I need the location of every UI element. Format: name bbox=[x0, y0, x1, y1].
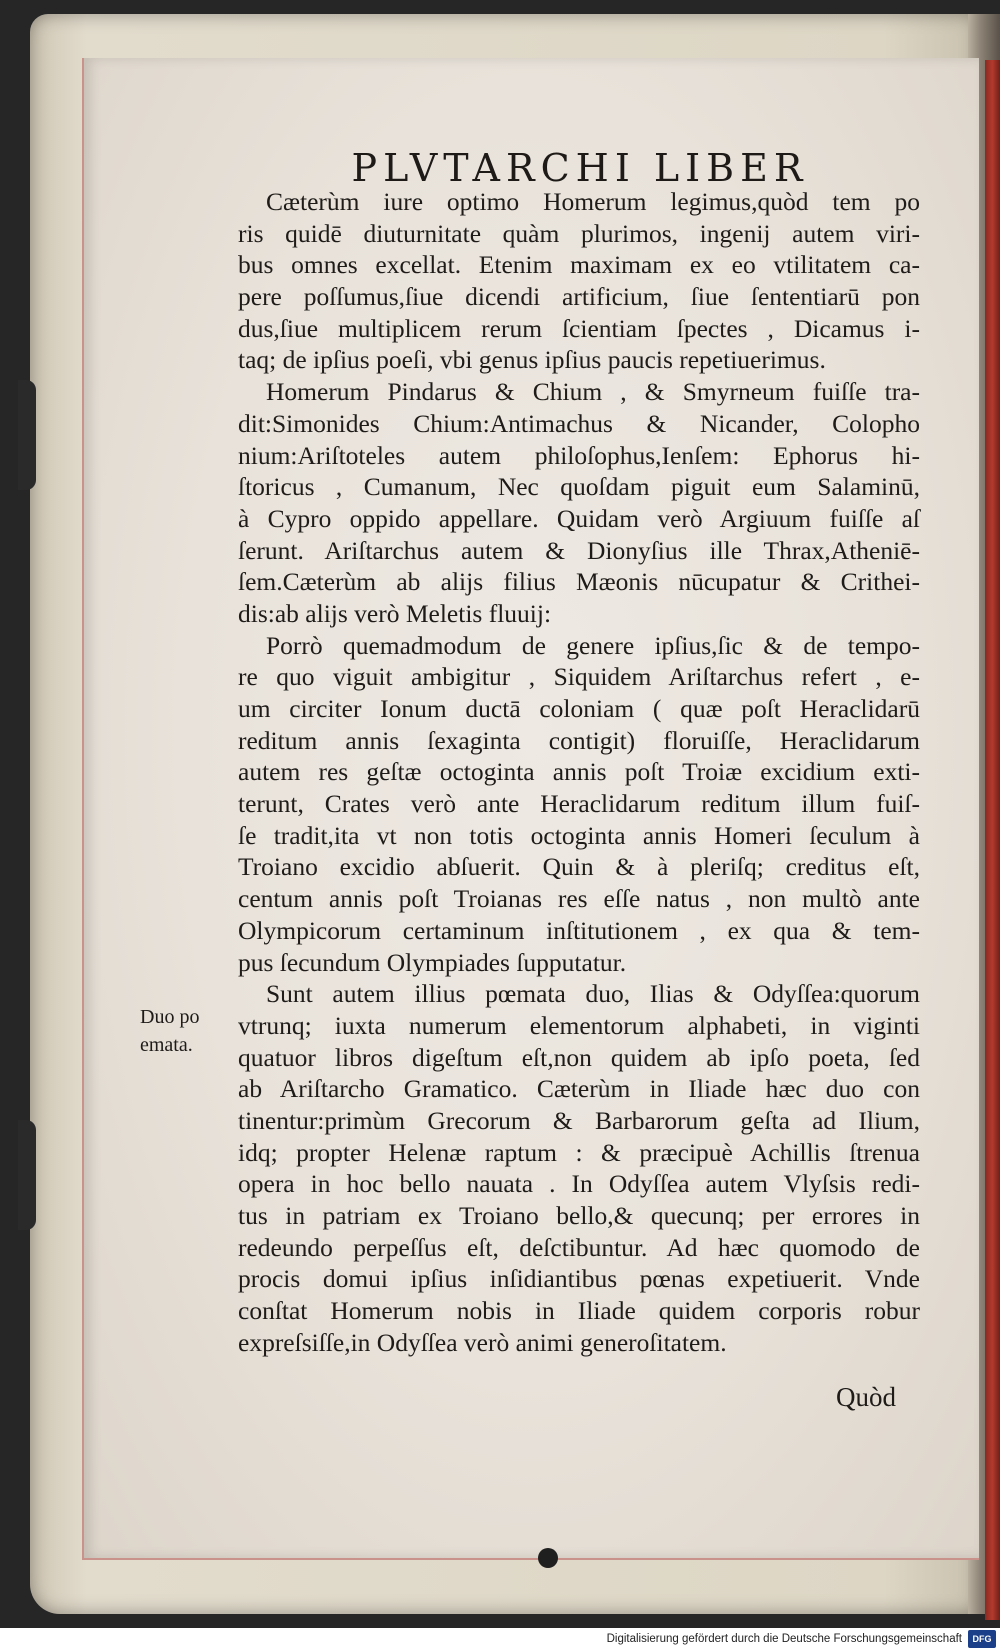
text-line: reditum annis ſexaginta contigit) floruiſſe, Heraclidarum bbox=[238, 725, 920, 755]
text-line: re quo viguit ambigitur , Siquidem Ariſtarchus refert , e- bbox=[238, 662, 920, 692]
text-line: dit:Simonides Chium:Antimachus & Nicander, Colopho bbox=[238, 408, 920, 438]
text-line: à Cypro oppido appellare. Quidam verò Argiuum fuiſſe aſ bbox=[238, 503, 920, 533]
text-line: Sunt autem illius pœmata duo, Ilias & Odyſſea:quorum bbox=[266, 979, 920, 1009]
catchword: Quòd bbox=[836, 1382, 896, 1412]
margin-note-line: emata. bbox=[140, 1034, 193, 1056]
text-line: ſe tradit,ita vt non totis octoginta annis Homeri ſeculum à bbox=[238, 820, 920, 850]
text-line: autem res geſtæ octoginta annis poſt Troiæ excidium exti- bbox=[238, 757, 920, 787]
footer-bar bbox=[0, 1628, 1000, 1652]
text-line: quatuor libros digeſtum eſt,non quidem ab ipſo poeta, ſed bbox=[238, 1042, 920, 1072]
text-line: ſem.Cæterùm ab alijs filius Mæonis nūcupatur & Crithei- bbox=[238, 567, 920, 597]
text-line: ſtoricus , Cumanum, Nec quoſdam piguit eum Salaminū, bbox=[238, 472, 920, 502]
text-line: tinentur:primùm Grecorum & Barbarorum geſta ad Ilium, bbox=[238, 1105, 920, 1135]
text-line: Cæterùm iure optimo Homerum legimus,quòd tem po bbox=[266, 187, 920, 216]
dfg-logo: DFG bbox=[968, 1630, 996, 1648]
red-page-edge bbox=[985, 60, 1000, 1620]
text-line: nium:Ariſtoteles autem philoſophus,Ienſem: Ephorus hi- bbox=[238, 440, 920, 470]
text-line: Porrò quemadmodum de genere ipſius,ſic & de tempo- bbox=[266, 630, 920, 660]
text-line: ab Ariſtarcho Gramatico. Cæterùm in Iliade hæc duo con bbox=[238, 1074, 920, 1104]
text-line: conſtat Homerum nobis in Iliade quidem corporis robur bbox=[238, 1296, 920, 1326]
text-line: pus ſecundum Olympiades ſupputatur. bbox=[238, 947, 627, 977]
text-line: procis domui ipſius inſidiantibus pœnas expetiuerit. Vnde bbox=[238, 1264, 920, 1294]
text-line: ſerunt. Ariſtarchus autem & Dionyſius ille Thrax,Atheniē- bbox=[238, 535, 920, 565]
text-line: Olympicorum certaminum inſtitutionem , ex qua & tem- bbox=[238, 915, 920, 945]
text-line: redeundo perpeſſus eſt, deſctibuntur. Ad hæc quomodo de bbox=[238, 1232, 920, 1262]
binding-hole bbox=[18, 380, 36, 490]
text-line: ris quidē diuturnitate quàm plurimos, ingenij autem viri- bbox=[238, 218, 920, 248]
text-line: um circiter Ionum ductā coloniam ( quæ poſt Heraclidarū bbox=[238, 694, 920, 723]
text-line: Troiano excidio abſuerit. Quin & à pleriſq; creditus eſt, bbox=[238, 852, 920, 882]
body-text bbox=[238, 186, 920, 1358]
running-head: PLVTARCHI LIBER bbox=[351, 146, 809, 190]
text-line: Homerum Pindarus & Chium , & Smyrneum fuiſſe tra- bbox=[266, 377, 920, 407]
footer-credit: Digitalisierung gefördert durch die Deutsche Forschungsgemeinschaft bbox=[606, 1633, 962, 1645]
text-line: pere poſſumus,ſiue dicendi artificium, ſiue ſententiarū pon bbox=[238, 282, 920, 312]
text-line: dus,ſiue multiplicem rerum ſcientiam ſpectes , Dicamus i- bbox=[238, 313, 920, 343]
binding-dot bbox=[538, 1548, 558, 1568]
text-line: terunt, Crates verò ante Heraclidarum reditum illum fuiſ- bbox=[238, 789, 920, 819]
text-line: centum annis poſt Troianas res eſſe natus , non multò ante bbox=[238, 884, 920, 914]
margin-note bbox=[140, 1003, 240, 1059]
text-line: idq; propter Helenæ raptum : & præcipuè Achillis ſtrenua bbox=[238, 1137, 920, 1167]
text-line: tus in patriam ex Troiano bello,& quecunq; per errores in bbox=[238, 1201, 920, 1230]
binding-hole bbox=[18, 1120, 36, 1230]
text-line: bus omnes excellat. Etenim maximam ex eo vtilitatem ca- bbox=[238, 250, 920, 280]
text-line: dis:ab alijs verò Meletis fluuij: bbox=[238, 598, 552, 628]
text-line: expreſsiſſe,in Odyſſea verò animi generoſitatem. bbox=[238, 1327, 727, 1357]
text-line: taq; de ipſius poeſi, vbi genus ipſius paucis repetiuerimus. bbox=[238, 345, 826, 375]
margin-note-line: Duo po bbox=[140, 1006, 200, 1028]
text-line: opera in hoc bello nauata . In Odyſſea autem Vlyſsis redi- bbox=[238, 1169, 920, 1199]
text-line: vtrunq; iuxta numerum elementorum alphabeti, in viginti bbox=[238, 1010, 920, 1040]
